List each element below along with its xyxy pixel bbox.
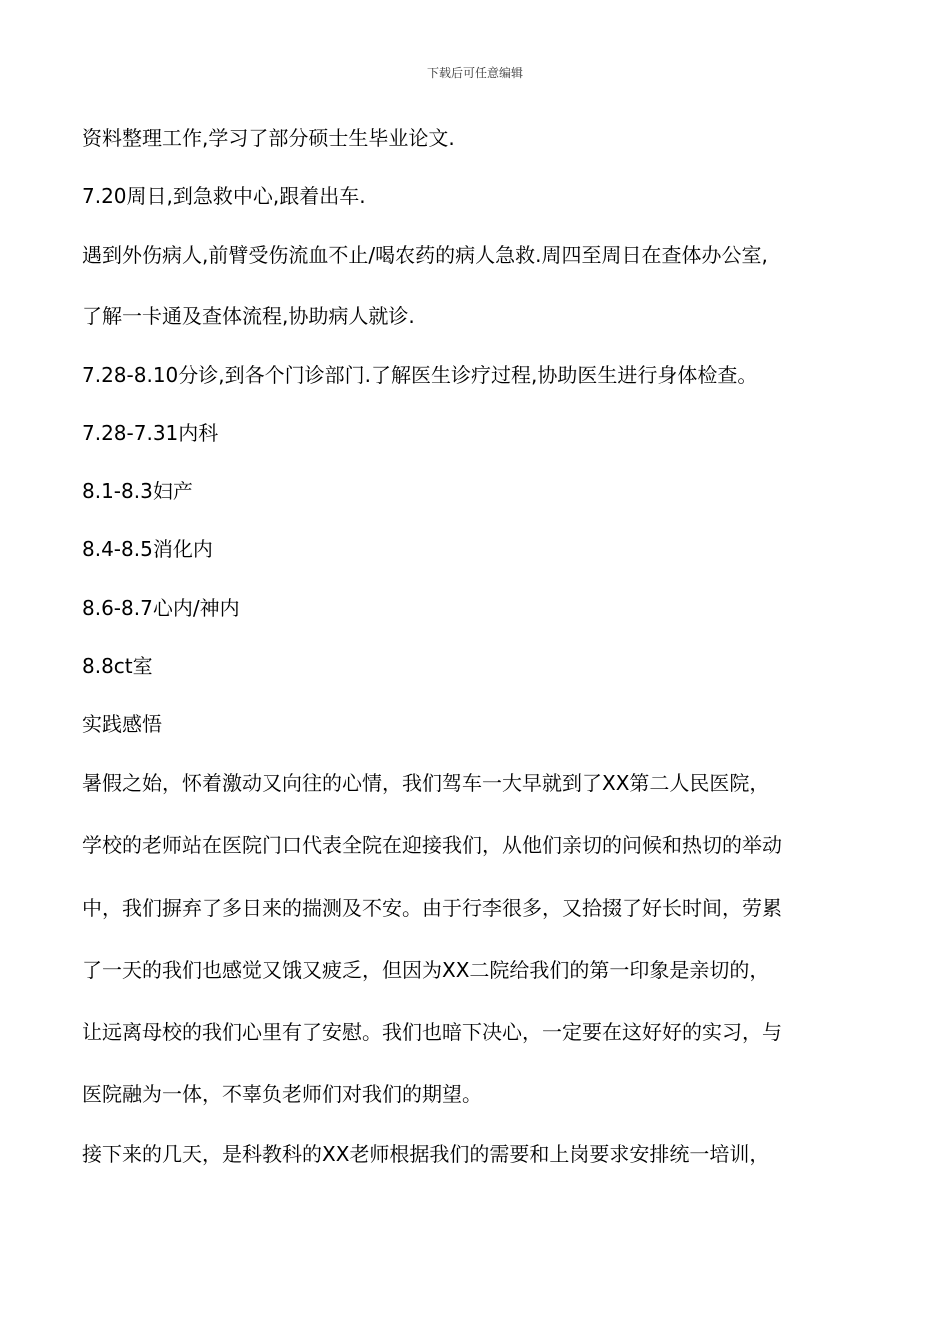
body-line-8: 8.4-8.5消化内: [82, 537, 213, 561]
body-line-1: 资料整理工作,学习了部分硕士生毕业论文.: [82, 126, 455, 150]
body-line-4: 了解一卡通及查体流程,协助病人就诊.: [82, 304, 415, 328]
body-line-5: 7.28-8.10分诊,到各个门诊部门.了解医生诊疗过程,协助医生进行身体检查。: [82, 363, 758, 387]
body-line-6: 7.28-7.31内科: [82, 421, 219, 445]
body-line-10: 8.8ct室: [82, 654, 153, 678]
body-line-15: 了一天的我们也感觉又饿又疲乏，但因为XX二院给我们的第一印象是亲切的，: [82, 958, 770, 982]
body-line-17: 医院融为一体，不辜负老师们对我们的期望。: [82, 1082, 482, 1106]
body-line-14: 中，我们摒弃了多日来的揣测及不安。由于行李很多，又拾掇了好长时间，劳累: [82, 896, 782, 920]
body-line-13: 学校的老师站在医院门口代表全院在迎接我们，从他们亲切的问候和热切的举动: [82, 833, 782, 857]
body-line-12: 暑假之始，怀着激动又向往的心情，我们驾车一大早就到了XX第二人民医院，: [82, 771, 770, 795]
page-header: 下载后可任意编辑: [426, 66, 523, 80]
body-line-18: 接下来的几天，是科教科的XX老师根据我们的需要和上岗要求安排统一培训，: [82, 1142, 770, 1166]
section-heading: 实践感悟: [82, 712, 162, 736]
body-line-3: 遇到外伤病人,前臂受伤流血不止/喝农药的病人急救.周四至周日在查体办公室,: [82, 243, 768, 267]
body-line-2: 7.20周日,到急救中心,跟着出车.: [82, 184, 366, 208]
body-line-7: 8.1-8.3妇产: [82, 479, 193, 503]
body-line-9: 8.6-8.7心内/神内: [82, 596, 240, 620]
body-line-16: 让远离母校的我们心里有了安慰。我们也暗下决心，一定要在这好好的实习，与: [82, 1020, 782, 1044]
